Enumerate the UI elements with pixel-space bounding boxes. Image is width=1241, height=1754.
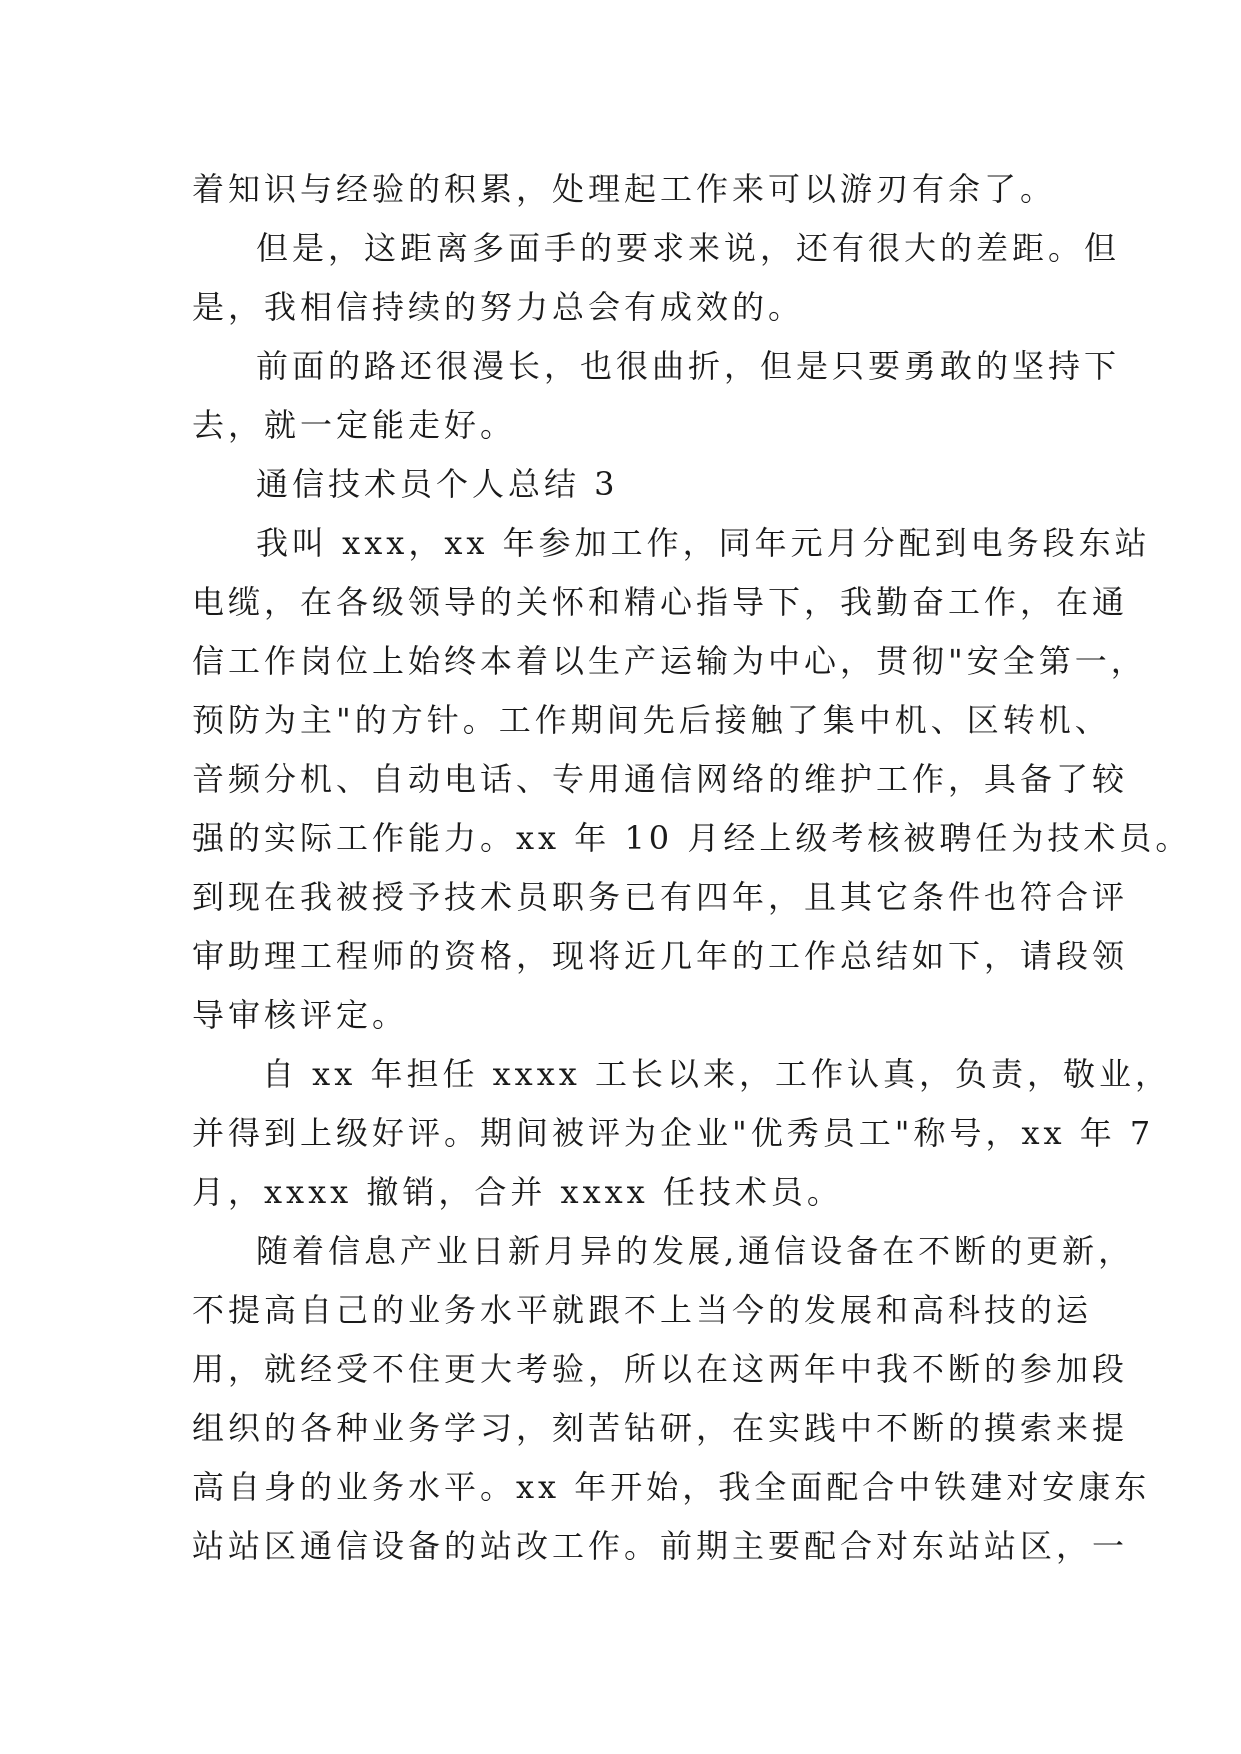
text-line: 去，就一定能走好。	[192, 406, 517, 444]
text-line: 组织的各种业务学习，刻苦钻研，在实践中不断的摸索来提	[192, 1409, 1129, 1447]
text-line: 但是，这距离多面手的要求来说，还有很大的差距。但	[256, 229, 1121, 267]
text-line: 不提高自己的业务水平就跟不上当今的发展和高科技的运	[192, 1291, 1093, 1329]
text-line: 导审核评定。	[192, 996, 409, 1034]
text-line: 预防为主"的方针。工作期间先后接触了集中机、区转机、	[192, 701, 1111, 739]
text-line: 自 xx 年担任 xxxx 工长以来，工作认真，负责，敬业，	[262, 1055, 1171, 1093]
text-line: 前面的路还很漫长，也很曲折，但是只要勇敢的坚持下	[256, 347, 1121, 385]
text-line: 到现在我被授予技术员职务已有四年，且其它条件也符合评	[192, 878, 1129, 916]
text-line: 是，我相信持续的努力总会有成效的。	[192, 288, 805, 326]
text-line: 电缆，在各级领导的关怀和精心指导下，我勤奋工作，在通	[192, 583, 1129, 621]
text-line: 并得到上级好评。期间被评为企业"优秀员工"称号，xx 年 7	[192, 1114, 1155, 1152]
text-line: 音频分机、自动电话、专用通信网络的维护工作，具备了较	[192, 760, 1129, 798]
text-line: 用，就经受不住更大考验，所以在这两年中我不断的参加段	[192, 1350, 1129, 1388]
text-line: 强的实际工作能力。xx 年 10 月经上级考核被聘任为技术员。	[192, 819, 1192, 857]
text-line: 着知识与经验的积累，处理起工作来可以游刃有余了。	[192, 170, 1057, 208]
text-line: 我叫 xxx，xx 年参加工作，同年元月分配到电务段东站	[256, 524, 1151, 562]
text-line: 随着信息产业日新月异的发展,通信设备在不断的更新，	[256, 1232, 1135, 1270]
document-body	[192, 160, 1192, 1576]
text-line: 通信技术员个人总结 3	[256, 465, 619, 503]
text-line: 信工作岗位上始终本着以生产运输为中心，贯彻"安全第一，	[192, 642, 1147, 680]
text-line: 月，xxxx 撤销，合并 xxxx 任技术员。	[192, 1173, 843, 1211]
text-line: 高自身的业务水平。xx 年开始，我全面配合中铁建对安康东	[192, 1468, 1151, 1506]
text-line: 审助理工程师的资格，现将近几年的工作总结如下，请段领	[192, 937, 1129, 975]
text-line: 站站区通信设备的站改工作。前期主要配合对东站站区，一	[192, 1527, 1129, 1565]
